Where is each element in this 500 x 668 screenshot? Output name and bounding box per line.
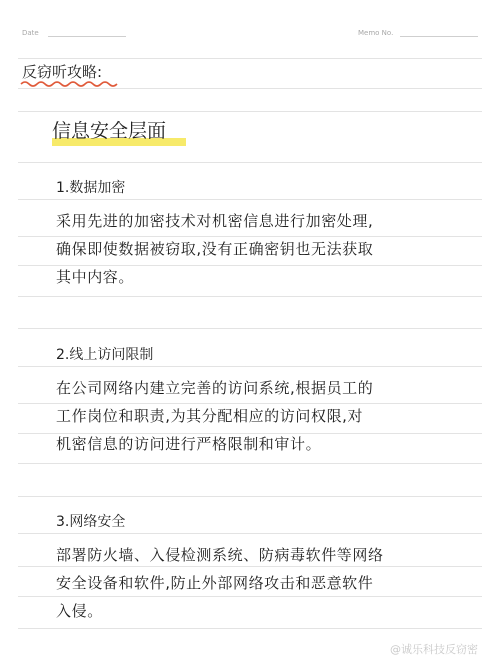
ruled-line (18, 328, 482, 329)
section-body-encryption (56, 207, 456, 291)
section-body-network-security (56, 541, 456, 625)
body-line: 在公司网络内建立完善的访问系统,根据员工的 (56, 379, 374, 397)
section-heading-network-security: 3.网络安全 (56, 514, 126, 530)
ruled-line (18, 296, 482, 297)
ruled-line (18, 58, 482, 59)
wavy-underline (20, 80, 120, 88)
ruled-line (18, 628, 482, 629)
ruled-line (18, 533, 482, 534)
date-label: Date (22, 29, 39, 37)
body-line: 其中内容。 (56, 268, 135, 286)
page-title: 信息安全层面 (52, 120, 167, 142)
ruled-line (18, 111, 482, 112)
ruled-line (18, 366, 482, 367)
topic-heading: 反窃听攻略: (22, 63, 103, 81)
ruled-line (18, 463, 482, 464)
watermark: @诚乐科技反窃密 (390, 643, 478, 656)
section-body-access-control (56, 374, 456, 458)
body-line: 机密信息的访问进行严格限制和审计。 (56, 435, 322, 453)
ruled-line (18, 496, 482, 497)
date-underline (48, 36, 126, 37)
body-line: 部署防火墙、入侵检测系统、防病毒软件等网络 (56, 546, 384, 564)
memo-number-label: Memo No. (358, 29, 394, 37)
body-line: 工作岗位和职责,为其分配相应的访问权限,对 (56, 407, 364, 425)
section-heading-encryption: 1.数据加密 (56, 180, 126, 196)
body-line: 确保即使数据被窃取,没有正确密钥也无法获取 (56, 240, 374, 258)
body-line: 采用先进的加密技术对机密信息进行加密处理, (56, 212, 374, 230)
section-heading-access-control: 2.线上访问限制 (56, 347, 154, 363)
ruled-line (18, 199, 482, 200)
memo-number-underline (400, 36, 478, 37)
body-line: 入侵。 (56, 602, 103, 620)
body-line: 安全设备和软件,防止外部网络攻击和恶意软件 (56, 574, 374, 592)
ruled-line (18, 162, 482, 163)
ruled-line (18, 88, 482, 89)
